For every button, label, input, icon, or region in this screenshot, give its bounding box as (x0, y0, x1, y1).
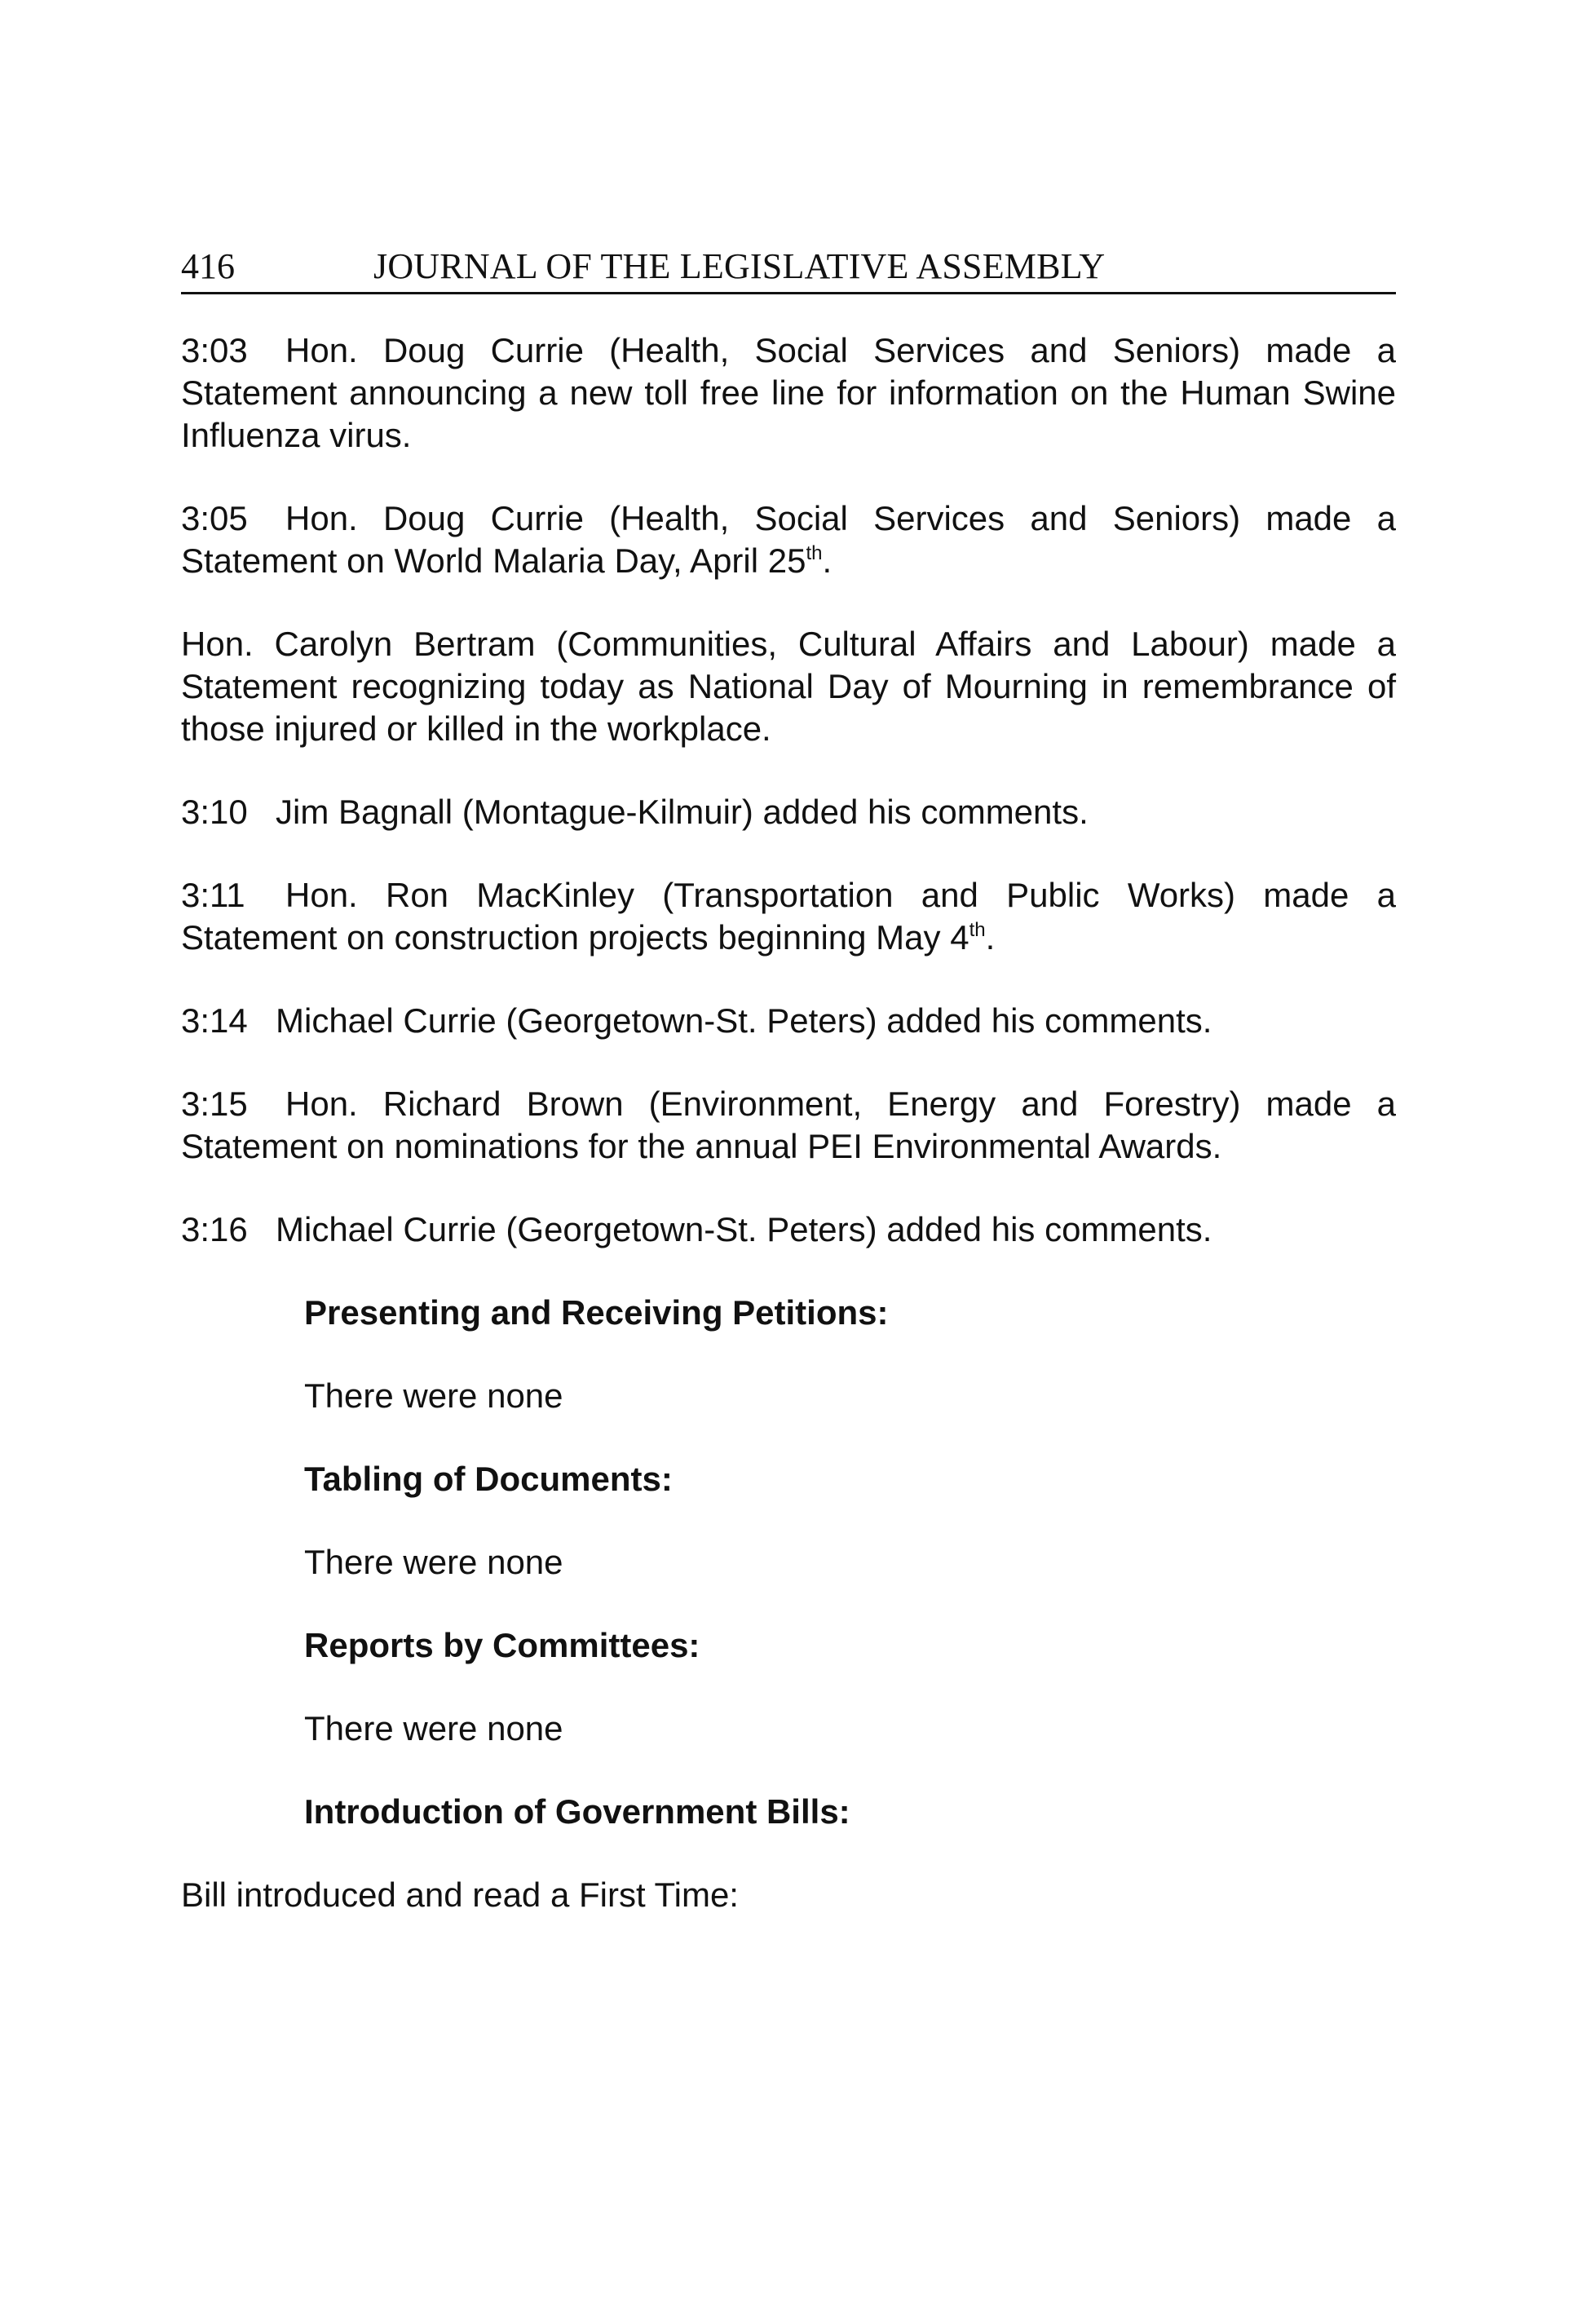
entry-tail: . (822, 541, 833, 580)
page-number: 416 (181, 246, 235, 286)
section-body: There were none (304, 1709, 563, 1747)
journal-entry (181, 791, 1396, 833)
ordinal-suffix: th (806, 542, 823, 564)
entry-time: 3:03 (181, 331, 248, 369)
ordinal-suffix: th (969, 919, 986, 941)
closing-line: Bill introduced and read a First Time: (181, 1876, 739, 1914)
entry-tail: . (985, 918, 996, 957)
entry-time: 3:15 (181, 1085, 248, 1123)
journal-entry (181, 623, 1396, 750)
entry-text: Michael Currie (Georgetown-St. Peters) added his comments. (276, 1210, 1212, 1248)
journal-entry (181, 1083, 1396, 1168)
entry-time: 3:05 (181, 499, 248, 537)
entry-time: 3:10 (181, 793, 248, 831)
journal-entry (181, 1000, 1396, 1042)
journal-entry (181, 329, 1396, 457)
journal-title: JOURNAL OF THE LEGISLATIVE ASSEMBLY (373, 246, 1106, 286)
section-heading: Presenting and Receiving Petitions: (304, 1293, 889, 1332)
journal-entry (181, 497, 1396, 582)
entry-time: 3:14 (181, 1001, 248, 1040)
entry-text: Michael Currie (Georgetown-St. Peters) added his comments. (276, 1001, 1212, 1040)
journal-entry (181, 874, 1396, 959)
entry-text: Hon. Ron MacKinley (Transportation and Public Works) made a Statement on construction projects beginning May 4 (181, 876, 1396, 957)
entry-text: Hon. Doug Currie (Health, Social Services and Seniors) made a Statement announcing a new toll free line for information on the Human Swine Influenza virus. (181, 331, 1396, 454)
section-body: There were none (304, 1543, 563, 1581)
entry-text: Hon. Richard Brown (Environment, Energy and Forestry) made a Statement on nominations for the annual PEI Environmental Awards. (181, 1085, 1396, 1165)
entry-text: Hon. Carolyn Bertram (Communities, Cultural Affairs and Labour) made a Statement recognizing today as National Day of Mourning in remembrance of those injured or killed in the workplace. (181, 625, 1396, 748)
journal-entry (181, 1208, 1396, 1251)
section-body: There were none (304, 1376, 563, 1415)
section-heading: Tabling of Documents: (304, 1460, 673, 1498)
entry-time: 3:16 (181, 1210, 248, 1248)
journal-body (181, 329, 1396, 1957)
entry-text: Jim Bagnall (Montague-Kilmuir) added his comments. (276, 793, 1089, 831)
entry-time: 3:11 (181, 876, 245, 914)
section-heading: Reports by Committees: (304, 1626, 700, 1664)
section-heading: Introduction of Government Bills: (304, 1792, 850, 1831)
entry-text: Hon. Doug Currie (Health, Social Services and Seniors) made a Statement on World Malaria Day, April 25 (181, 499, 1396, 580)
page-header (181, 241, 1396, 294)
